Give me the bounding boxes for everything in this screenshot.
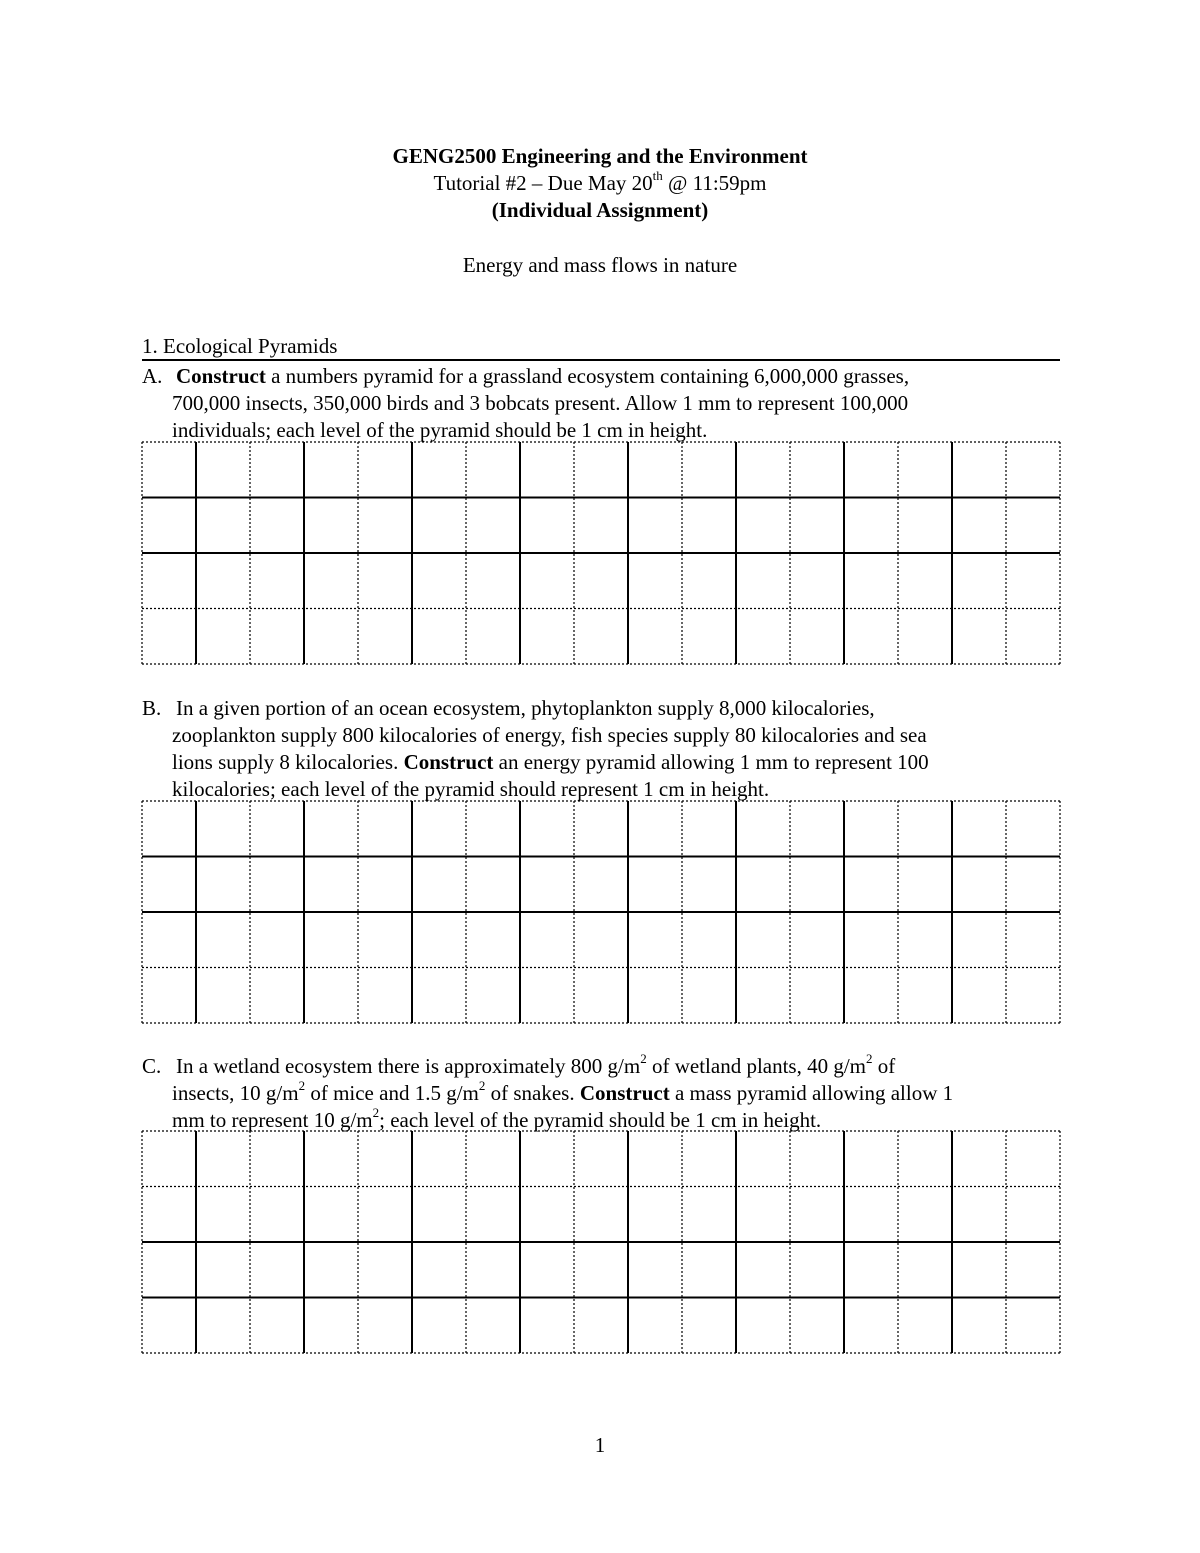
question-c-keyword: Construct [579,1081,670,1105]
question-b-line3-post: an energy pyramid allowing 1 mm to represent 100 [493,750,929,774]
question-b-line4: kilocalories; each level of the pyramid should represent 1 cm in height. [172,777,770,801]
question-b-line3 [172,749,929,776]
question-c-line1-a: In a wetland ecosystem there is approximately 800 g/m [176,1054,641,1078]
question-a-line3: individuals; each level of the pyramid should be 1 cm in height. [172,418,708,442]
question-b-keyword: Construct [403,750,494,774]
topic-line: Energy and mass flows in nature [462,253,738,277]
question-c-line1-sup1: 2 [640,1051,647,1066]
question-b-line1: In a given portion of an ocean ecosystem, phytoplankton supply 8,000 kilocalories, [176,696,875,720]
question-c-label: C. [142,1054,162,1078]
question-c-line2-sup2: 2 [478,1078,486,1093]
question-a-line2: 700,000 insects, 350,000 birds and 3 bobcats present. Allow 1 mm to represent 100,000 [172,391,909,415]
question-a-line1 [176,363,909,390]
section-heading: 1. Ecological Pyramids [142,333,1060,361]
question-c-line2 [172,1080,953,1107]
question-c-line2-b: of mice and 1.5 g/m [305,1081,479,1105]
tutorial-due-line [0,170,1200,196]
grid-a [140,440,1062,668]
question-c-line1-sup2: 2 [866,1051,873,1066]
page-number: 1 [594,1433,606,1457]
question-c-line3-b: ; each level of the pyramid should be 1 cm in height. [379,1108,822,1132]
question-b-label: B. [142,696,162,720]
tutorial-due-time: @ 11:59pm [662,171,767,195]
question-c-line1-c: of [872,1054,896,1078]
question-b-line3-pre: lions supply 8 kilocalories. [172,750,404,774]
tutorial-due-sup: th [652,168,663,183]
question-a-keyword: Construct [176,364,266,388]
question-c-line1-b: of wetland plants, 40 g/m [646,1054,867,1078]
question-c-line2-a: insects, 10 g/m [172,1081,299,1105]
question-a-label: A. [142,364,163,388]
question-c-line3-a: mm to represent 10 g/m [172,1108,373,1132]
course-title: GENG2500 Engineering and the Environment [392,144,808,168]
question-a-line1-text: a numbers pyramid for a grassland ecosystem containing 6,000,000 grasses, [265,364,910,388]
tutorial-due-text: Tutorial #2 – Due May 20 [433,171,653,195]
question-c-line3-sup: 2 [372,1105,380,1120]
question-c-line2-c: of snakes. [485,1081,580,1105]
question-c-line2-d: a mass pyramid allowing allow 1 [669,1081,954,1105]
assignment-type: (Individual Assignment) [491,198,709,222]
grid-b [140,799,1062,1027]
question-b-line2: zooplankton supply 800 kilocalories of energy, fish species supply 80 kilocalories and sea [172,723,927,747]
question-c-line1 [176,1053,895,1080]
grid-c [140,1129,1062,1357]
question-c-line2-sup1: 2 [298,1078,306,1093]
